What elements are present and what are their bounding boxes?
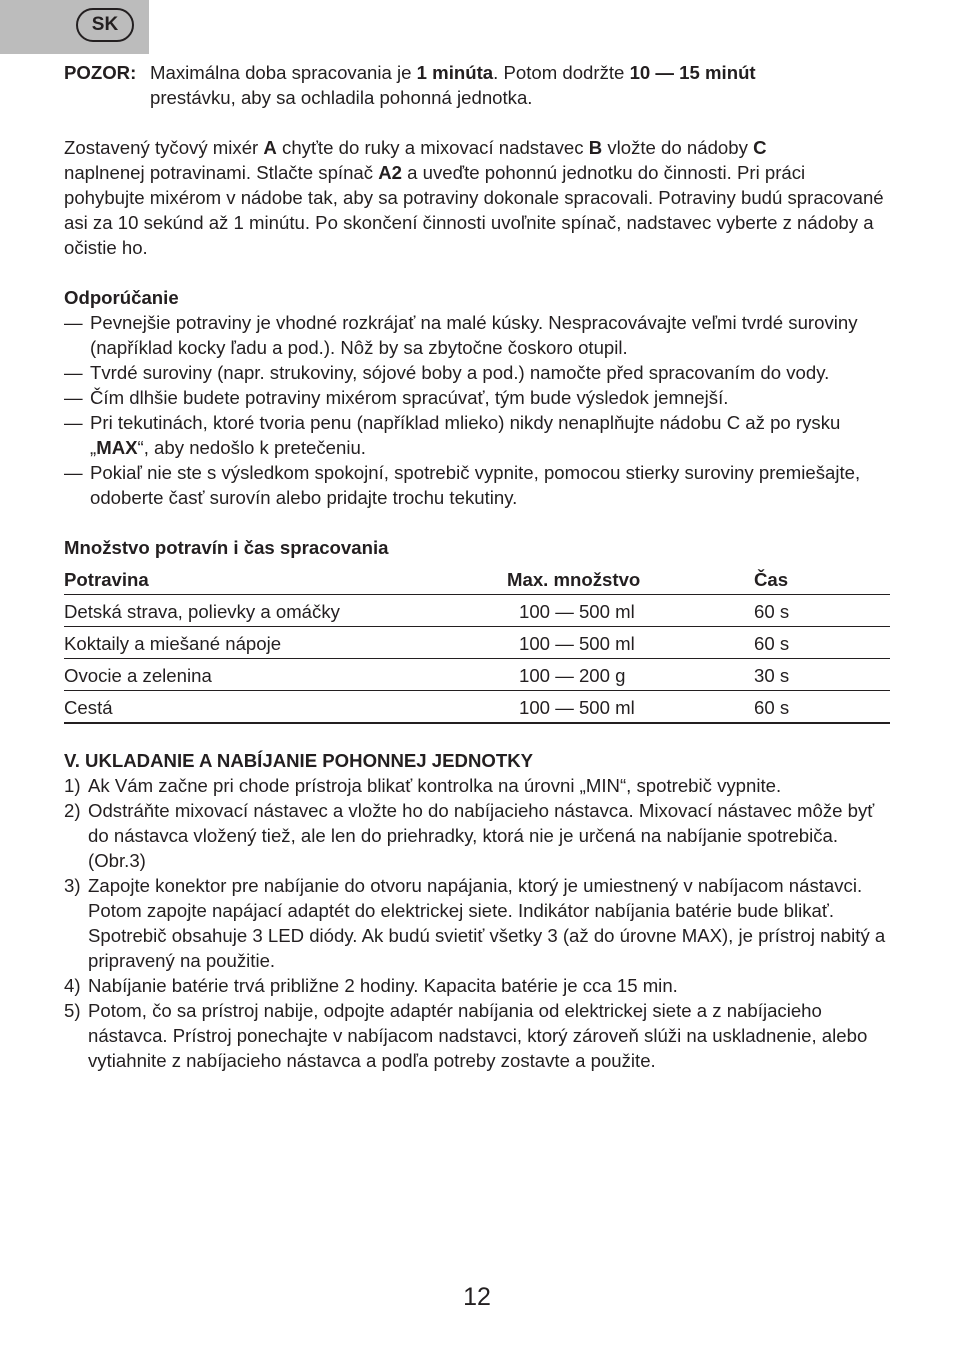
list-item: 5) Potom, čo sa prístroj nabije, odpojte adaptér nabíjania od elektrickej siete a z nabíjacieho nástavca. Prístroj ponechajte v nabíjacom nadstavci, ktorý zároveň slúži na uskladnenie, alebo vytiahnite z nabíjacieho nástavca a podľa potreby zostavte a použite. — [64, 1000, 868, 1071]
warning-paragraph: POZOR: Maximálna doba spracovania je 1 minúta. Potom dodržte 10 — 15 minút prestávku, aby sa ochladila pohonná jednotka. — [64, 62, 756, 108]
recommend-item: — Čím dlhšie budete potraviny mixérom spracúvať, tým bude výsledok jemnejší. — [64, 387, 729, 408]
list-item: 4) Nabíjanie batérie trvá približne 2 hodiny. Kapacita batérie je cca 15 min. — [64, 975, 678, 996]
list-item: 2) Odstráňte mixovací nástavec a vložte ho do nabíjacieho nástavca. Mixovací nástavec môže byť do nástavca vložený tiež, ale len do priehradky, ktorá nie je určená na nabíjanie spotrebiča. (Obr.3) — [64, 800, 875, 871]
header-max-amount: Max. množstvo — [507, 562, 754, 595]
section-heading: V. UKLADANIE A NABÍJANIE POHONNEJ JEDNOTKY — [64, 750, 534, 771]
language-badge: SK — [76, 8, 134, 42]
list-item: 1) Ak Vám začne pri chode prístroja blikať kontrolka na úrovni „MIN“, spotrebič vypnite. — [64, 775, 782, 796]
header-time: Čas — [754, 562, 890, 595]
header-food: Potravina — [64, 562, 507, 595]
table-header-row — [64, 562, 890, 595]
table-row: Cestá 100 — 500 ml 60 s — [64, 691, 890, 724]
recommend-heading: Odporúčanie — [64, 287, 179, 308]
recommend-item: — Pokiaľ nie ste s výsledkom spokojní, spotrebič vypnite, pomocou stierky suroviny premiešajte, odoberte časť surovín alebo pridajte trochu tekutiny. — [64, 462, 861, 508]
page-number: 12 — [463, 1283, 491, 1311]
recommend-item: — Tvrdé suroviny (napr. strukoviny, sójové boby a pod.) namočte před spracovaním do vody. — [64, 362, 830, 383]
recommend-item: — Pevnejšie potraviny je vhodné rozkrájať na malé kúsky. Nespracovávajte veľmi tvrdé suroviny (například kocky ľadu a pod.). Nôž by sa zbytočne čoskoro otupil. — [64, 312, 858, 358]
table-row: Koktaily a miešané nápoje 100 — 500 ml 60 s — [64, 627, 890, 659]
quantity-table — [64, 562, 890, 724]
language-tab — [0, 0, 149, 54]
intro-paragraph: Zostavený tyčový mixér A chyťte do ruky a mixovací nadstavec B vložte do nádoby C naplnenej potravinami. Stlačte spínač A2 a uveďte pohonnú jednotku do činnosti. Pri práci pohybujte mixérom v nádobe tak, aby sa potraviny dokonale spracovali. Potraviny budú spracované asi za 10 sekúnd až 1 minútu. Po skončení činnosti uvoľnite spínač, nadstavec vyberte z nádoby a očistie ho. — [64, 137, 884, 258]
recommend-item: — Pri tekutinách, ktoré tvoria penu (například mlieko) nikdy nenaplňujte nádobu C až po rysku „MAX“, aby nedošlo k pretečeniu. — [64, 412, 841, 458]
table-row: Ovocie a zelenina 100 — 200 g 30 s — [64, 659, 890, 691]
table-heading: Množstvo potravín i čas spracovania — [64, 537, 389, 558]
warning-label: POZOR: — [64, 62, 137, 83]
page-content — [64, 60, 890, 1073]
table-row: Detská strava, polievky a omáčky 100 — 500 ml 60 s — [64, 595, 890, 627]
list-item: 3) Zapojte konektor pre nabíjanie do otvoru napájania, ktorý je umiestnený v nabíjacom nástavci. Potom zapojte napájací adaptét do elektrickej siete. Indikátor nabíjania batérie bude blikať. Spotrebič obsahuje 3 LED diódy. Ak budú svietiť všetky 3 (až do úrovne MAX), je prístroj nabitý a pripravený na použitie. — [64, 875, 886, 971]
